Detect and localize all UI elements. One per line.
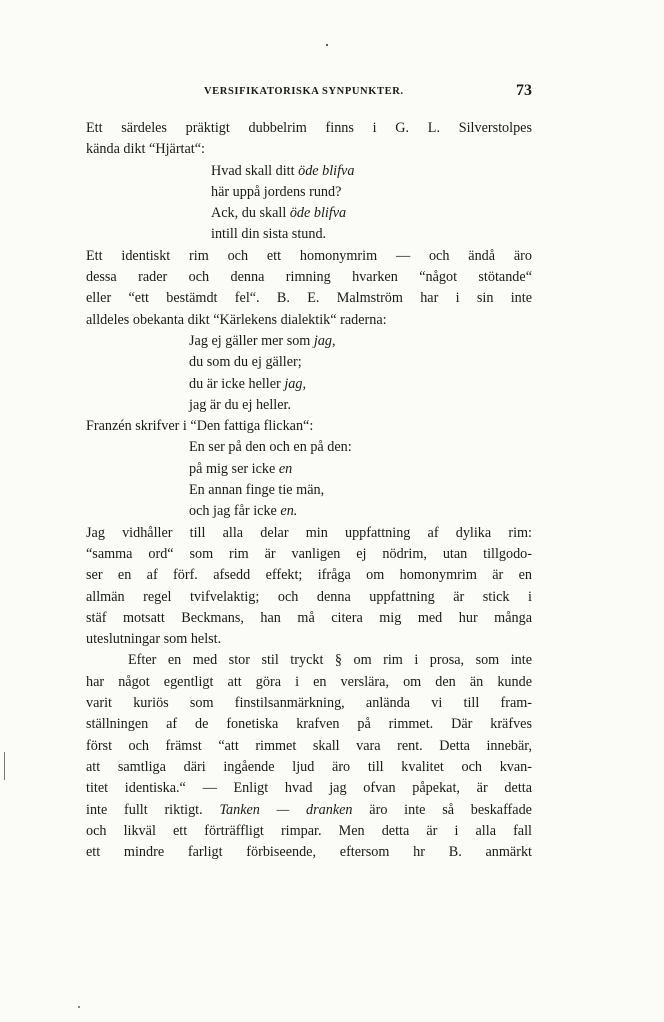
- verse-line: [189, 331, 532, 352]
- scan-mark: [78, 1006, 80, 1008]
- text-line: och likväl ett förträffligt rimpar. Men detta är i alla fall: [86, 822, 532, 839]
- text-line: kända dikt “Hjärtat“:: [86, 141, 205, 158]
- text-line: [86, 800, 532, 821]
- scan-mark: [4, 752, 5, 780]
- verse-line: [211, 161, 532, 182]
- verse-line: En annan finge tie män,: [189, 482, 325, 499]
- running-head: VERSIFIKATORISKA SYNPUNKTER.: [204, 86, 404, 97]
- verse-line: [189, 501, 532, 522]
- text-line: “samma ord“ som rim är vanligen ej nödrim, utan tillgodo-: [86, 545, 532, 562]
- text-line: uteslutningar som helst.: [86, 631, 222, 648]
- text-line: eller “ett bestämdt fel“. B. E. Malmström har i sin inte: [86, 290, 532, 307]
- text-line: har något egentligt att göra i en verslära, om den än kunde: [86, 673, 532, 690]
- body-text: [86, 118, 532, 863]
- scan-mark: [326, 44, 328, 46]
- page-number: 73: [516, 82, 532, 99]
- verse-emphasis: öde blifva: [289, 205, 347, 222]
- text-line: Efter en med stor stil tryckt § om rim i prosa, som inte: [128, 652, 532, 669]
- verse-emphasis: en.: [280, 503, 298, 520]
- verse-emphasis: en: [278, 460, 293, 477]
- verse-line: du som du ej gäller;: [189, 354, 302, 371]
- verse-text: Hvad skall ditt: [211, 162, 299, 179]
- verse-text: Ack, du skall: [211, 205, 290, 222]
- text-line: alldeles obekanta dikt “Kärlekens dialektik“ raderna:: [86, 311, 387, 328]
- text-line: ställningen af de fonetiska krafven på rimmet. Där kräfves: [86, 716, 532, 733]
- text-segment: äro inte så beskaffade: [352, 801, 532, 818]
- verse-line: här uppå jordens rund?: [211, 183, 342, 200]
- verse-emphasis: jag,: [284, 375, 307, 392]
- text-line: titet identiska.“ — Enligt hvad jag ofvan påpekat, är detta: [86, 780, 532, 797]
- text-line: ser en af förf. afsedd effekt; ifråga om homonymrim är en: [86, 567, 532, 584]
- verse-line: [189, 459, 532, 480]
- text-line: Ett särdeles präktigt dubbelrim finns i G. L. Silverstolpes: [86, 120, 532, 136]
- text-line: dessa rader och denna rimning hvarken “något stötande“: [86, 269, 532, 286]
- verse-line: En ser på den och en på den:: [189, 439, 352, 456]
- verse-line: [189, 374, 532, 395]
- verse-emphasis: jag,: [313, 332, 336, 349]
- text-line: varit kuriös som finstilsanmärkning, anlända vi till fram-: [86, 695, 532, 712]
- verse-text: och jag får icke: [189, 503, 281, 520]
- text-line: ett mindre farligt förbiseende, eftersom hr B. anmärkt: [86, 844, 532, 861]
- verse-emphasis: öde blifva: [298, 162, 355, 179]
- verse-line: [211, 203, 532, 224]
- text-line: allmän regel tvifvelaktig; och denna uppfattning är stick i: [86, 588, 532, 605]
- text-line: Franzén skrifver i “Den fattiga flickan“:: [86, 418, 314, 435]
- verse-text: Jag ej gäller mer som: [189, 332, 314, 349]
- page-header: [86, 82, 532, 106]
- text-line: Ett identiskt rim och ett homonymrim — och ändå äro: [86, 247, 532, 264]
- verse-line: intill din sista stund.: [211, 226, 327, 243]
- text-line: att samtliga däri ingående ljud äro till kvalitet och kvan-: [86, 758, 532, 775]
- text-segment: inte fullt riktigt.: [86, 801, 220, 818]
- text-line: först och främst “att rimmet skall vara rent. Detta innebär,: [86, 737, 532, 754]
- verse-line: jag är du ej heller.: [189, 396, 292, 413]
- text-line: Jag vidhåller till alla delar min uppfattning af dylika rim:: [86, 524, 532, 541]
- verse-text: på mig ser icke: [189, 460, 279, 477]
- text-emphasis: Tanken — dranken: [219, 801, 353, 818]
- verse-text: du är icke heller: [189, 375, 285, 392]
- text-line: stäf motsatt Beckmans, han må citera mig med hur många: [86, 609, 532, 626]
